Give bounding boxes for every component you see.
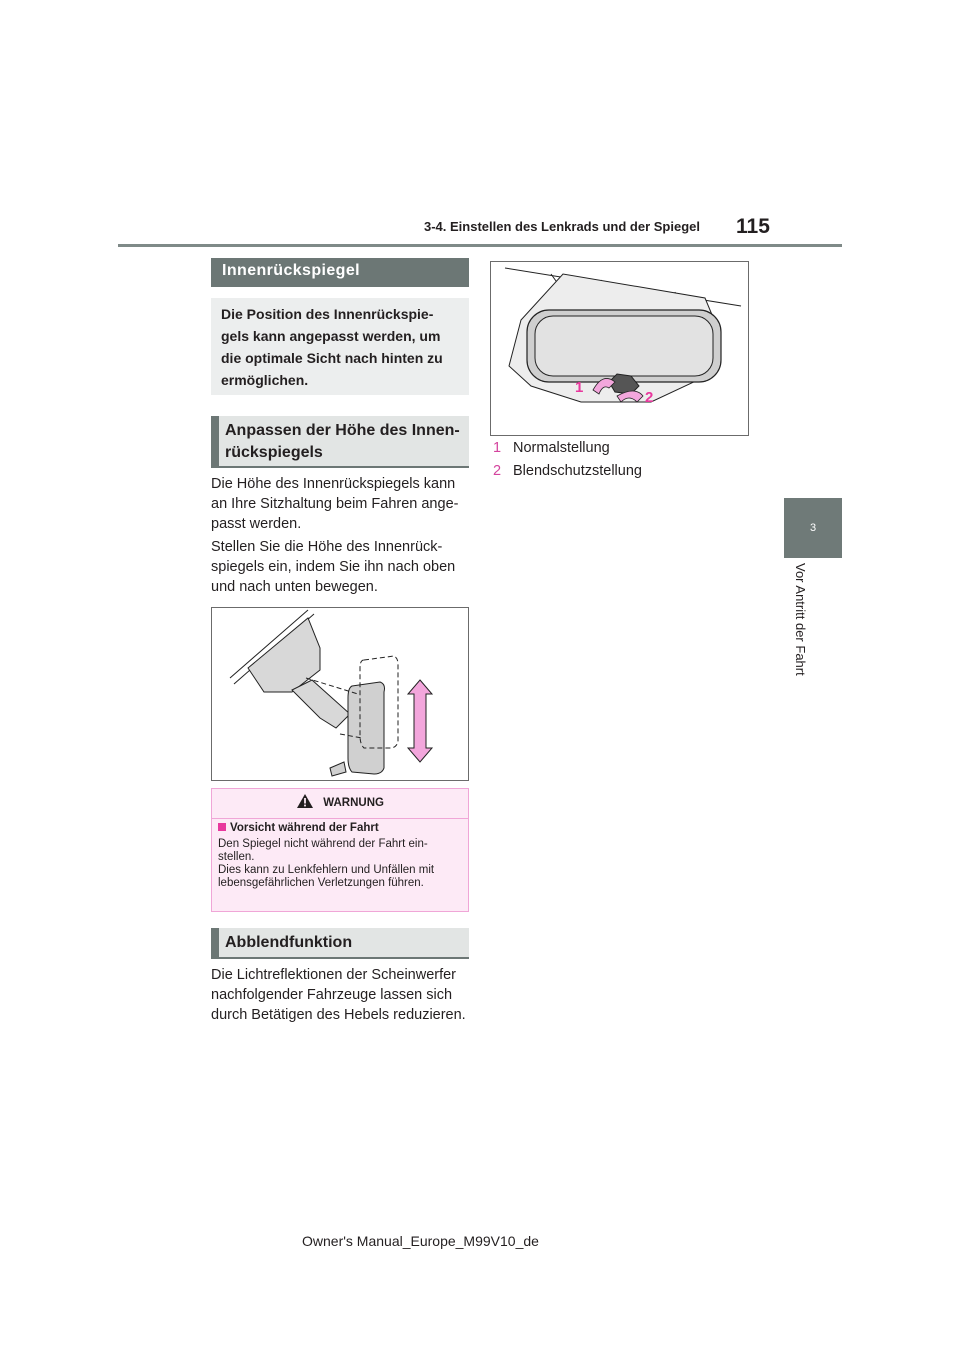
height-paragraph-2 (211, 537, 473, 597)
mirror-dimming-illustration (491, 262, 748, 435)
text-line: passt werden. (211, 516, 302, 532)
square-bullet-icon (218, 823, 226, 831)
dimming-section-heading (211, 928, 469, 959)
height-section-heading (211, 416, 469, 468)
legend-item (493, 463, 642, 479)
text-line: Die Höhe des Innenrückspiegels kann (211, 476, 456, 492)
warning-subheading-text: Vorsicht während der Fahrt (230, 822, 379, 834)
warning-line: Dies kann zu Lenkfehlern und Unfällen mit (218, 864, 435, 876)
intro-line: die optimale Sicht nach hinten zu (221, 350, 443, 366)
warning-line: stellen. (218, 851, 255, 863)
warning-triangle-icon (296, 793, 314, 809)
warning-line: lebensgefährlichen Verletzungen führen. (218, 877, 424, 889)
warning-text (212, 834, 468, 890)
legend-number: 1 (493, 440, 502, 456)
heading-line: Anpassen der Höhe des Innen- (225, 422, 460, 439)
intro-line: ermöglichen. (221, 372, 309, 388)
warning-box (211, 788, 469, 912)
text-line: durch Betätigen des Hebels reduzieren. (211, 1007, 466, 1023)
text-line: an Ihre Sitzhaltung beim Fahren ange- (211, 496, 459, 512)
warning-line: Den Spiegel nicht während der Fahrt ein- (218, 838, 428, 850)
intro-line: gels kann angepasst werden, um (221, 328, 441, 344)
text-line: und nach unten bewegen. (211, 579, 378, 595)
legend-text: Normalstellung (513, 440, 610, 456)
warning-subheading (212, 819, 468, 834)
page-title (211, 258, 469, 287)
warning-header (212, 789, 468, 819)
section-title: 3-4. Einstellen des Lenkrads und der Spiegel (424, 219, 700, 234)
figure-legend (493, 440, 642, 479)
mirror-height-figure (211, 607, 469, 781)
heading-line: Abblendfunktion (225, 934, 353, 951)
chapter-tab: 3 (784, 498, 842, 558)
page-title-text: Innenrückspiegel (222, 262, 360, 279)
mirror-dimming-figure (490, 261, 749, 436)
intro-box (211, 298, 469, 395)
header-rule (118, 244, 842, 247)
chapter-label: Vor Antritt der Fahrt (793, 563, 808, 676)
footer-text: Owner's Manual_Europe_M99V10_de (302, 1233, 539, 1249)
intro-line: Die Position des Innenrückspie- (221, 306, 434, 322)
text-line: spiegels ein, indem Sie ihn nach oben (211, 559, 456, 575)
legend-text: Blendschutzstellung (513, 463, 642, 479)
legend-item (493, 440, 642, 456)
figure-label-1: 1 (575, 379, 584, 396)
text-line: Stellen Sie die Höhe des Innenrück- (211, 539, 443, 555)
legend-number: 2 (493, 463, 502, 479)
text-line: Die Lichtreflektionen der Scheinwerfer (211, 967, 457, 983)
page-number: 115 (736, 215, 770, 238)
mirror-height-illustration (212, 608, 468, 780)
height-paragraph-1 (211, 474, 473, 534)
text-line: nachfolgender Fahrzeuge lassen sich (211, 987, 453, 1003)
heading-line: rückspiegels (225, 444, 323, 461)
warning-label: WARNUNG (323, 797, 384, 809)
dimming-paragraph (211, 965, 473, 1025)
figure-label-2: 2 (645, 389, 654, 406)
